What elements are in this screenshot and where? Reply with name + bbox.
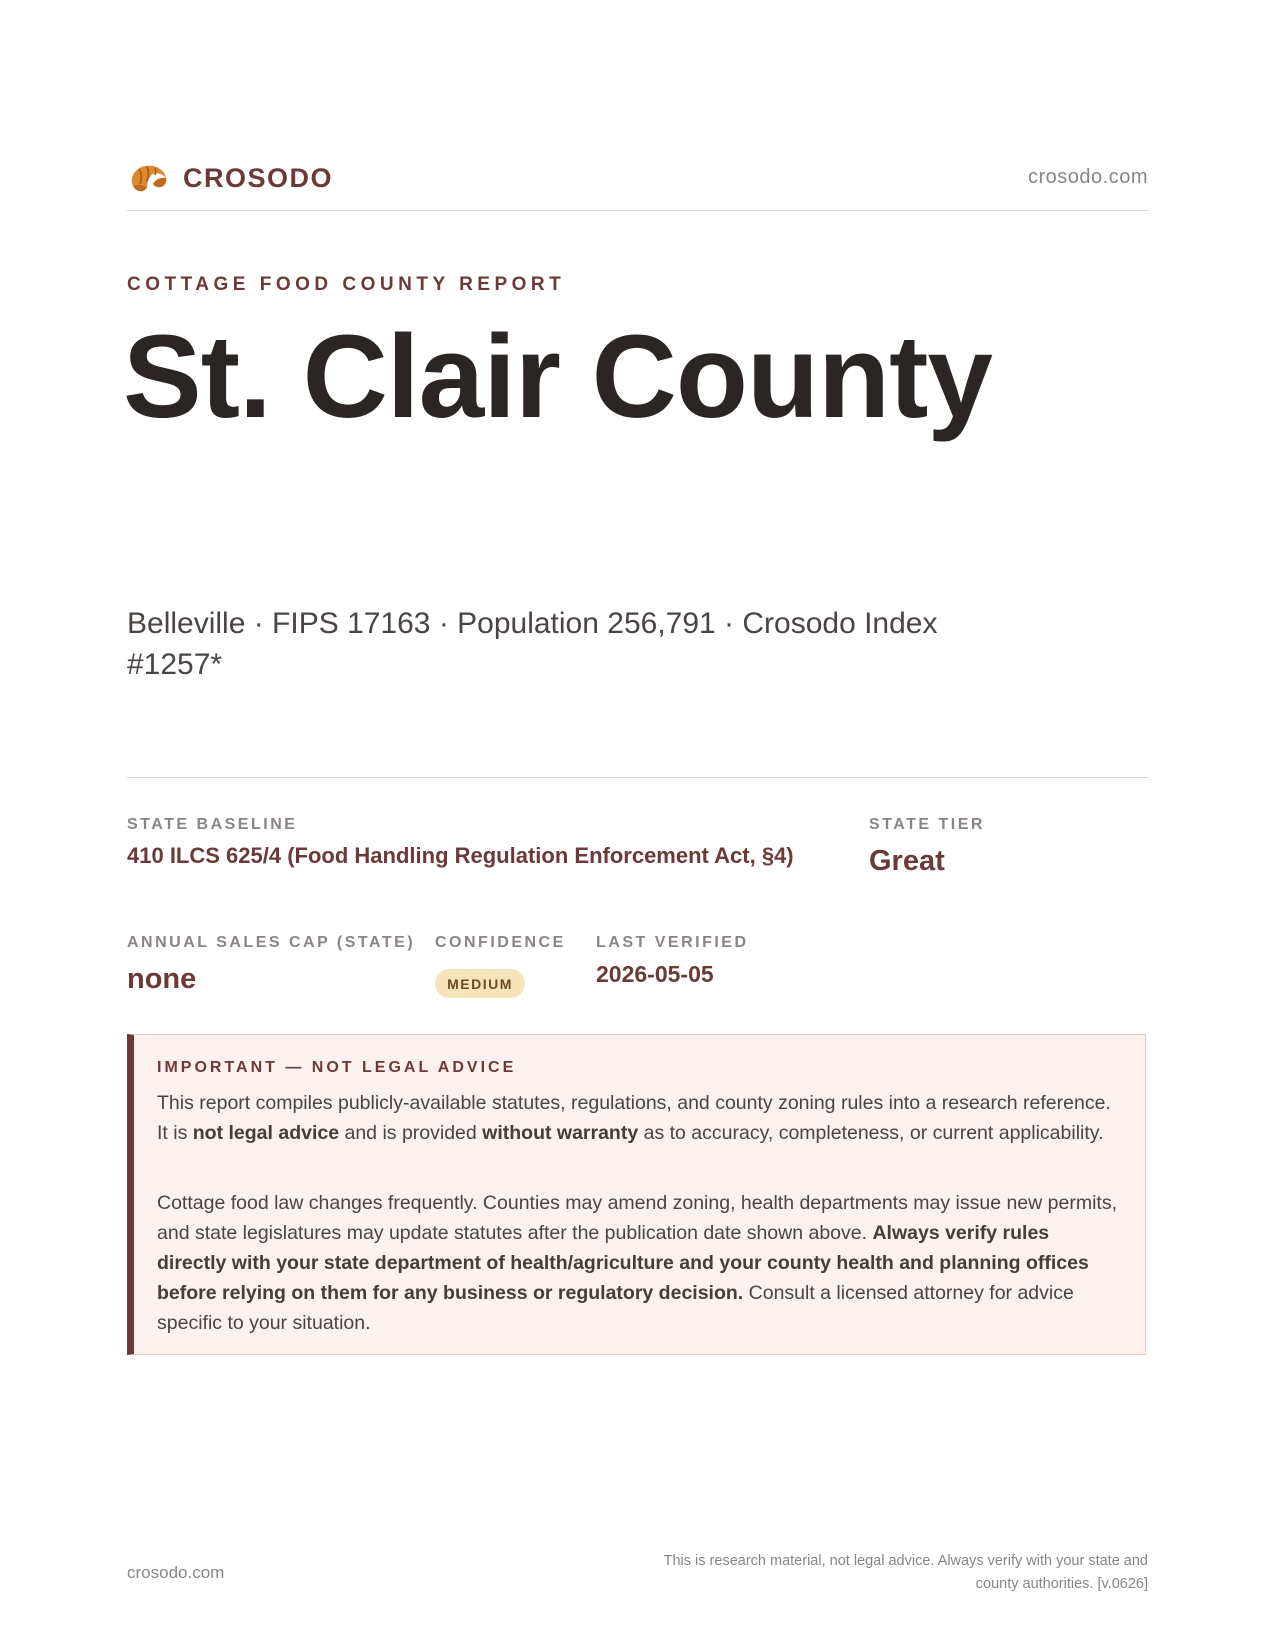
brand [127,160,333,196]
croissant-icon [127,160,169,196]
confidence-label: CONFIDENCE [435,934,566,951]
last-verified-label: LAST VERIFIED [596,934,749,951]
confidence-badge: MEDIUM [435,969,525,998]
sales-cap-label: ANNUAL SALES CAP (STATE) [127,934,416,951]
notice-heading: IMPORTANT — NOT LEGAL ADVICE [157,1059,517,1076]
state-tier-value: Great [869,845,945,877]
state-baseline-value: 410 ILCS 625/4 (Food Handling Regulation Enforcement Act, §4) [127,843,794,868]
report-page [123,0,1148,1650]
footer-site: crosodo.com [127,1563,225,1582]
county-subtitle: Belleville · FIPS 17163 · Population 256,791 · Crosodo Index #1257* [127,607,938,681]
header-site-link[interactable]: crosodo.com [1028,166,1148,188]
state-tier-label: STATE TIER [869,816,985,833]
report-eyebrow: COTTAGE FOOD COUNTY REPORT [127,274,566,295]
report-header [127,160,1148,211]
county-title: St. Clair County [123,311,993,443]
notice-paragraph-1: This report compiles publicly-available statutes, regulations, and county zoning rules into a research reference. It is not legal advice and is provided without warranty as to accuracy, completeness, or current applicability. [157,1092,1111,1144]
legal-notice [127,1034,1146,1355]
notice-paragraph-2: Cottage food law changes frequently. Counties may amend zoning, health departments may issue new permits, and state legislatures may update statutes after the publication date shown above. Always verify rules directly with your state department of health/agriculture and your county health and planning offices before relying on them for any business or regulatory decision. Consult a licensed attorney for advice specific to your situation. [157,1192,1117,1334]
state-baseline-label: STATE BASELINE [127,816,298,833]
sales-cap-value: none [127,963,197,995]
brand-name: CROSODO [183,162,334,193]
divider [127,777,1148,778]
last-verified-value: 2026-05-05 [596,961,714,987]
footer-disclaimer: This is research material, not legal advice. Always verify with your state and county authorities. [v.0626] [663,1553,1148,1592]
